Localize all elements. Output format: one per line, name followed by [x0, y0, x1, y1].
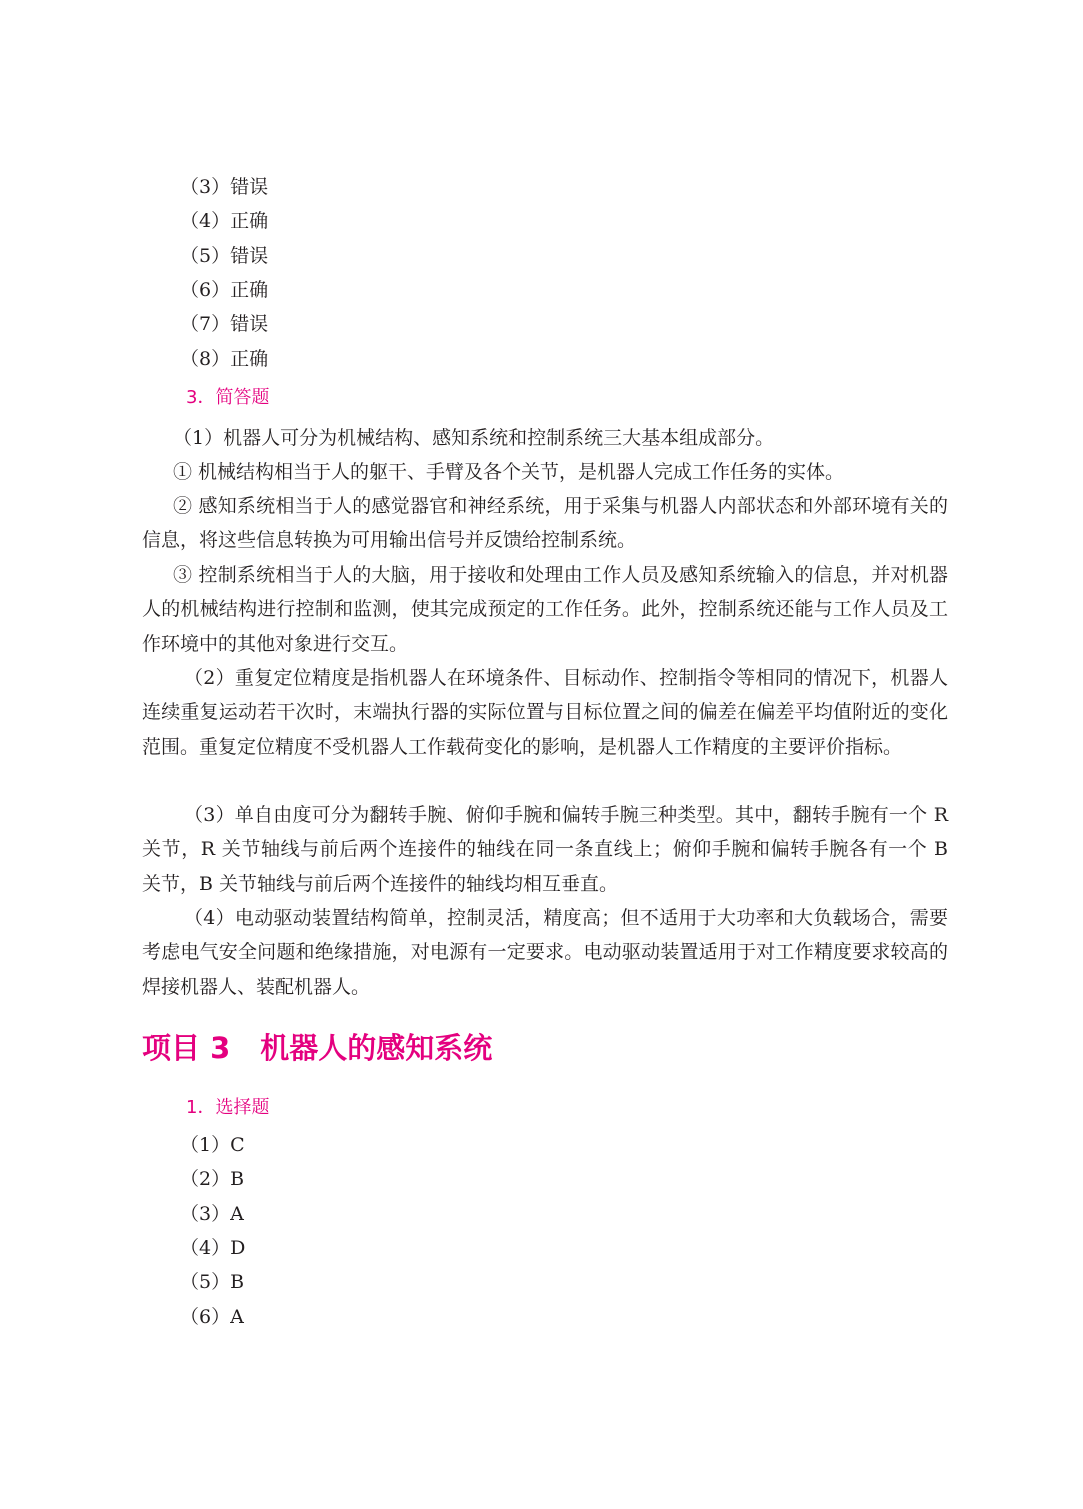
q4-answer: （4）电动驱动装置结构简单，控制灵活，精度高；但不适用于大功率和大负载场合，需要考虑电气安全问题和绝缘措施，对电源有一定要求。电动驱动装置适用于对工作精度要求较高的焊接机器人、装配机器人。 — [142, 907, 948, 998]
short-answer-heading: 3．简答题 — [186, 387, 270, 408]
choice-answer-1: （1）C — [180, 1134, 245, 1156]
judgement-answer-7: （7）错误 — [180, 313, 269, 335]
q1-item-3: ③ 控制系统相当于人的大脑，用于接收和处理由工作人员及感知系统输入的信息，并对机器人的机械结构进行控制和监测，使其完成预定的工作任务。此外，控制系统还能与工作人员及工作环境中的其他对象进行交互。 — [142, 564, 948, 655]
choice-answer-6: （6）A — [180, 1306, 244, 1328]
q1-intro: （1）机器人可分为机械结构、感知系统和控制系统三大基本组成部分。 — [173, 427, 775, 449]
choice-answer-3: （3）A — [180, 1203, 244, 1225]
judgement-answer-3: （3）错误 — [180, 176, 269, 198]
q1-item-2: ② 感知系统相当于人的感觉器官和神经系统，用于采集与机器人内部状态和外部环境有关的信息，将这些信息转换为可用输出信号并反馈给控制系统。 — [142, 495, 948, 552]
choice-answer-5: （5）B — [180, 1271, 245, 1293]
judgement-answer-5: （5）错误 — [180, 245, 269, 267]
q2-answer: （2）重复定位精度是指机器人在环境条件、目标动作、控制指令等相同的情况下，机器人连续重复运动若干次时，末端执行器的实际位置与目标位置之间的偏差在偏差平均值附近的变化范围。重复定位精度不受机器人工作载荷变化的影响，是机器人工作精度的主要评价指标。 — [142, 667, 948, 758]
choice-heading: 1．选择题 — [186, 1097, 270, 1118]
project-name: 机器人的感知系统 — [260, 1031, 493, 1065]
project-title — [142, 1028, 492, 1068]
q3-answer: （3）单自由度可分为翻转手腕、俯仰手腕和偏转手腕三种类型。其中，翻转手腕有一个 R 关节，R 关节轴线与前后两个连接件的轴线在同一条直线上；俯仰手腕和偏转手腕各有一个 B 关节，B 关节轴线与前后两个连接件的轴线均相互垂直。 — [142, 804, 948, 895]
q1-item-1: ① 机械结构相当于人的躯干、手臂及各个关节，是机器人完成工作任务的实体。 — [173, 461, 845, 483]
choice-answer-2: （2）B — [180, 1168, 245, 1190]
judgement-answer-4: （4）正确 — [180, 210, 269, 232]
choice-answer-4: （4）D — [180, 1237, 246, 1259]
judgement-answer-6: （6）正确 — [180, 279, 269, 301]
judgement-answer-8: （8）正确 — [180, 348, 269, 370]
project-number: 项目 3 — [142, 1031, 231, 1065]
